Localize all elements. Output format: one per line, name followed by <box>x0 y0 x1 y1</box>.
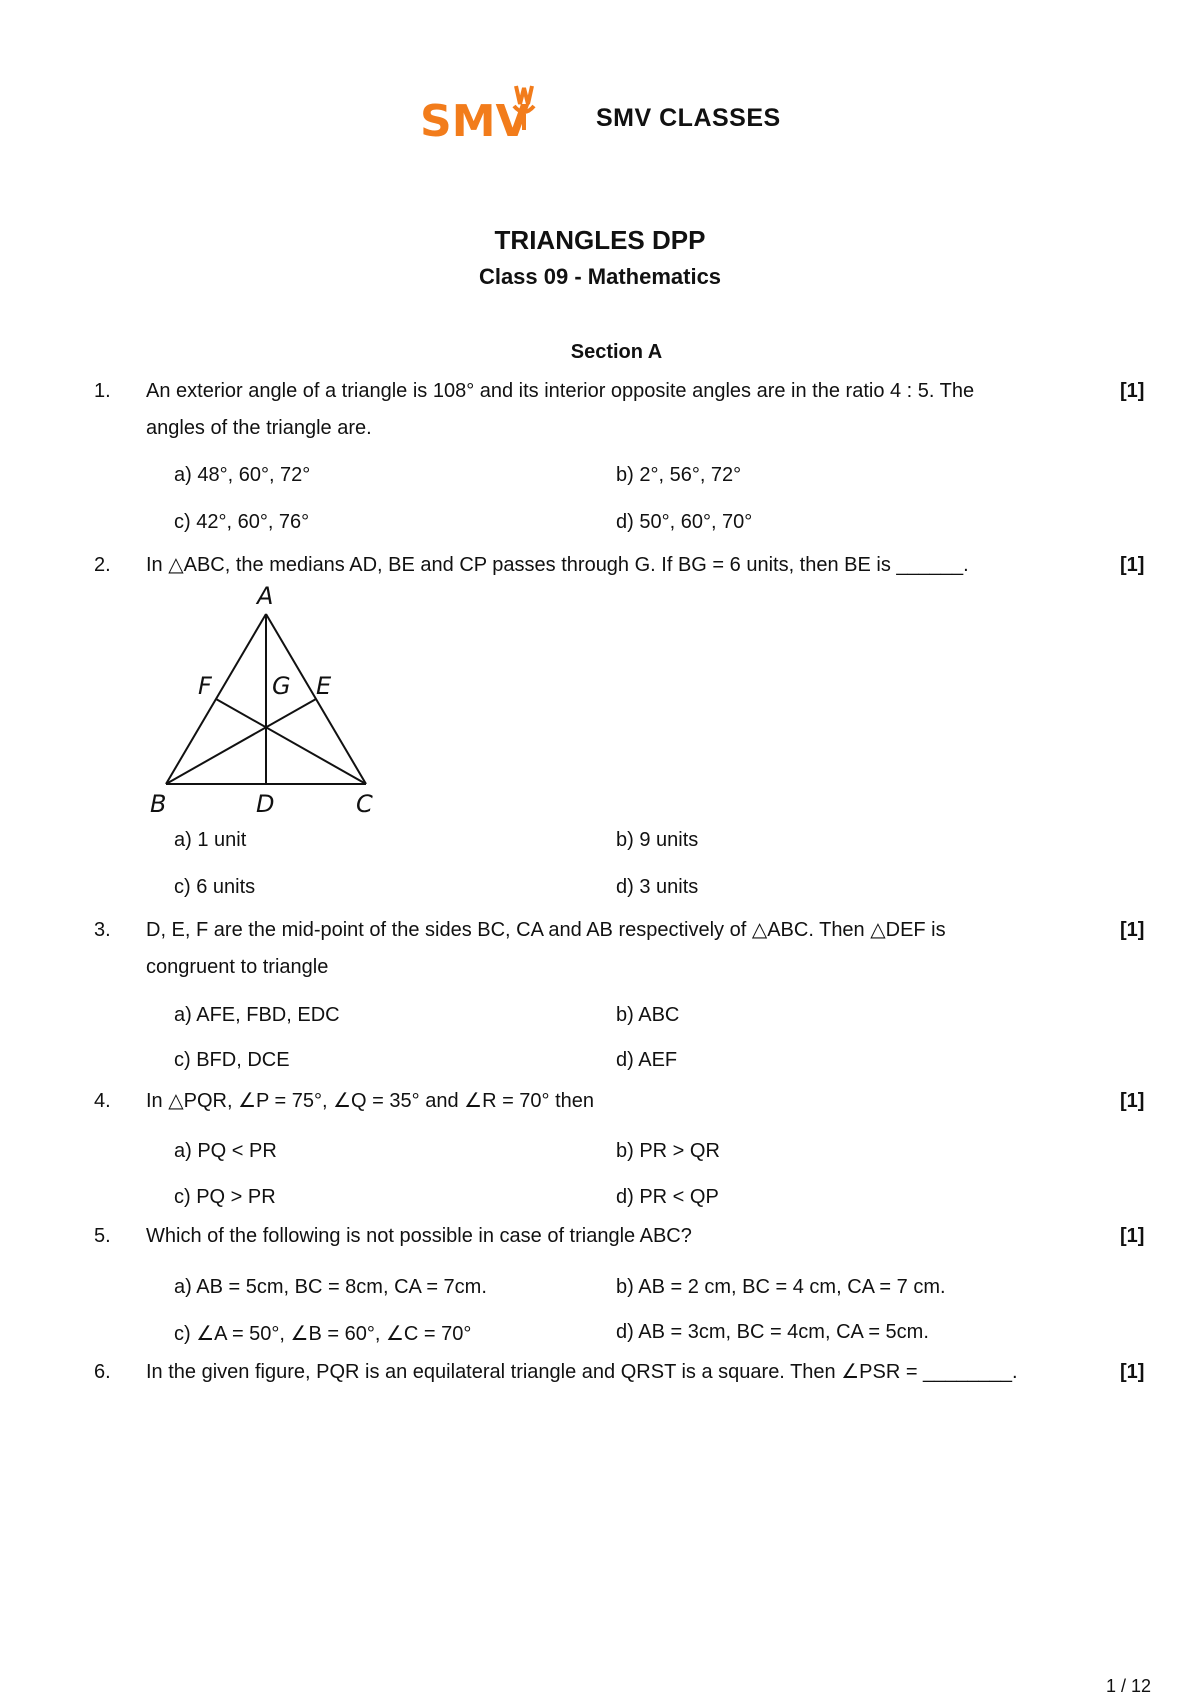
smv-logo <box>420 78 550 150</box>
label-a: A <box>257 582 274 610</box>
page-title: TRIANGLES DPP <box>494 225 706 255</box>
label-g: G <box>272 672 291 700</box>
question-mark: [1] <box>1120 1361 1145 1383</box>
label-f: F <box>198 672 212 700</box>
question-line: In △ABC, the medians AD, BE and CP passes through G. If BG = 6 units, then BE is ______. <box>146 554 969 576</box>
question-text <box>146 1083 1066 1120</box>
triangle-medians-figure <box>146 580 386 820</box>
option-d[interactable]: d) AEF <box>616 1049 678 1071</box>
question-line: angles of the triangle are. <box>146 417 372 439</box>
option-c[interactable]: c) PQ > PR <box>174 1186 276 1208</box>
question-number: 3. <box>94 919 111 941</box>
option-a[interactable]: a) AFE, FBD, EDC <box>174 1004 340 1026</box>
option-b[interactable]: b) ABC <box>616 1004 680 1026</box>
question-text <box>146 1218 1066 1255</box>
question-line: Which of the following is not possible in case of triangle ABC? <box>146 1225 692 1247</box>
label-e: E <box>316 672 332 700</box>
brand-name: SMV CLASSES <box>596 104 781 132</box>
median-cf <box>216 699 366 784</box>
question-line: In △PQR, ∠P = 75°, ∠Q = 35° and ∠R = 70° then <box>146 1090 595 1112</box>
question-line: In the given figure, PQR is an equilateral triangle and QRST is a square. Then ∠PSR = ________. <box>146 1361 1018 1383</box>
option-c[interactable]: c) ∠A = 50°, ∠B = 60°, ∠C = 70° <box>174 1323 472 1345</box>
question-number: 5. <box>94 1225 111 1247</box>
question-number: 2. <box>94 554 111 576</box>
question-line: An exterior angle of a triangle is 108° and its interior opposite angles are in the ratio 4 : 5. The <box>146 380 975 402</box>
option-b[interactable]: b) 2°, 56°, 72° <box>616 464 742 486</box>
option-b[interactable]: b) PR > QR <box>616 1140 720 1162</box>
question-mark: [1] <box>1120 380 1145 402</box>
option-a[interactable]: a) PQ < PR <box>174 1140 277 1162</box>
question-mark: [1] <box>1120 554 1145 576</box>
option-d[interactable]: d) 50°, 60°, 70° <box>616 511 753 533</box>
question-number: 4. <box>94 1090 111 1112</box>
section-heading: Section A <box>570 341 663 363</box>
page-subtitle: Class 09 - Mathematics <box>478 264 722 289</box>
option-d[interactable]: d) 3 units <box>616 876 699 898</box>
option-c[interactable]: c) 6 units <box>174 876 256 898</box>
page-number: 1 / 12 <box>1106 1676 1152 1696</box>
question-mark: [1] <box>1120 1090 1145 1112</box>
question-mark: [1] <box>1120 919 1145 941</box>
question-number: 1. <box>94 380 111 402</box>
question-text <box>146 547 1066 584</box>
option-a[interactable]: a) 1 unit <box>174 829 247 851</box>
question-number: 6. <box>94 1361 111 1383</box>
option-b[interactable]: b) 9 units <box>616 829 699 851</box>
option-d[interactable]: d) AB = 3cm, BC = 4cm, CA = 5cm. <box>616 1321 929 1343</box>
option-d[interactable]: d) PR < QP <box>616 1186 719 1208</box>
option-c[interactable]: c) 42°, 60°, 76° <box>174 511 310 533</box>
question-text <box>146 373 1066 447</box>
label-d: D <box>256 790 275 818</box>
label-c: C <box>356 790 373 818</box>
option-a[interactable]: a) AB = 5cm, BC = 8cm, CA = 7cm. <box>174 1276 487 1298</box>
option-b[interactable]: b) AB = 2 cm, BC = 4 cm, CA = 7 cm. <box>616 1276 946 1298</box>
question-line: congruent to triangle <box>146 956 329 978</box>
option-c[interactable]: c) BFD, DCE <box>174 1049 290 1071</box>
label-b: B <box>150 790 167 818</box>
option-a[interactable]: a) 48°, 60°, 72° <box>174 464 311 486</box>
median-be <box>166 699 316 784</box>
logo-text: SMV <box>420 96 530 147</box>
question-text <box>146 1354 1066 1391</box>
question-mark: [1] <box>1120 1225 1145 1247</box>
question-line: D, E, F are the mid-point of the sides BC, CA and AB respectively of △ABC. Then △DEF is <box>146 919 946 941</box>
question-text <box>146 912 1066 986</box>
